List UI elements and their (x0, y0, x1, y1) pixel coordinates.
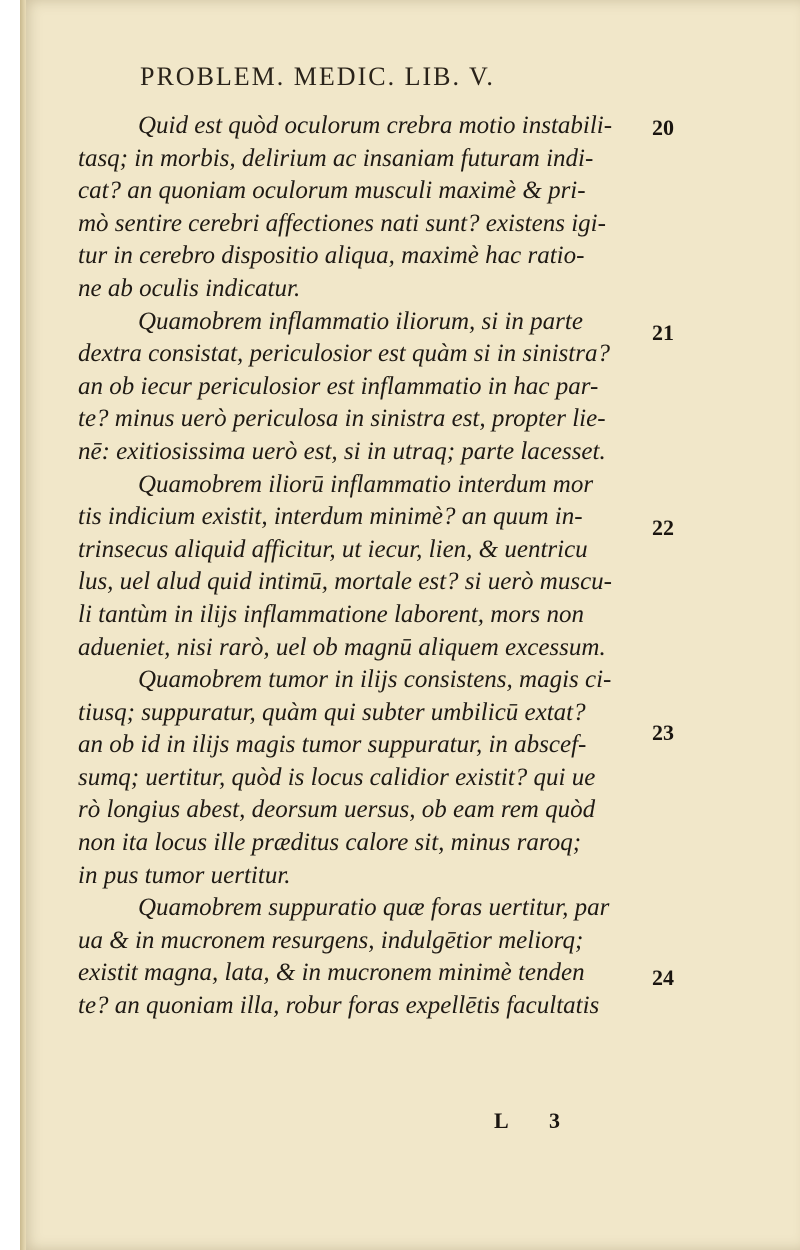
problem-number-23: 23 (652, 720, 674, 745)
text-line: Quamobrem iliorū inflammatio interdum mor (138, 470, 594, 498)
text-line: Quid est quòd oculorum crebra motio instabili- (138, 112, 613, 139)
text-line: Quamobrem tumor in ilijs consistens, magis ci- (138, 666, 612, 694)
text-line: sumq; uertitur, quòd is locus calidior existit? qui ue (78, 763, 596, 791)
text-line: Quamobrem suppuratio quæ foras uertitur, par (138, 894, 610, 922)
text-line: te? an quoniam illa, robur foras expellētis facultatis (78, 992, 600, 1020)
text-line: an ob id in ilijs magis tumor suppuratur, in abscef- (78, 731, 587, 759)
text-line: trinsecus aliquid afficitur, ut iecur, lien, & uentricu (78, 535, 588, 563)
text-line: tasq; in morbis, delirium ac insaniam futuram indi- (78, 144, 594, 172)
problem-number-21: 21 (652, 320, 674, 345)
text-line: rò longius abest, deorsum uersus, ob eam rem quòd (78, 796, 596, 824)
problem-number-24: 24 (652, 965, 674, 990)
book-page (20, 0, 800, 1250)
running-header: PROBLEM. MEDIC. LIB. V. (140, 62, 495, 91)
text-line: existit magna, lata, & in mucronem minimè tenden (78, 959, 585, 987)
text-line: tur in cerebro dispositio aliqua, maximè hac ratio- (78, 242, 585, 270)
text-line: in pus tumor uertitur. (78, 861, 291, 889)
text-line: ua & in mucronem resurgens, indulgētior meliorq; (78, 926, 584, 954)
problem-number-22: 22 (652, 515, 674, 540)
text-line: mò sentire cerebri affectiones nati sunt? existens igi- (78, 209, 606, 237)
printer-signature-mark: L 3 (494, 1108, 578, 1133)
text-line: te? minus uerò periculosa in sinistra est, propter lie- (78, 405, 606, 433)
text-line: tiusq; suppuratur, quàm qui subter umbilicū extat? (78, 698, 586, 726)
problem-number-20: 20 (652, 115, 674, 140)
text-line: adueniet, nisi rarò, uel ob magnū aliquem excessum. (78, 633, 606, 661)
text-line: dextra consistat, periculosior est quàm si in sinistra? (78, 340, 610, 368)
text-line: cat? an quoniam oculorum musculi maximè & pri- (78, 177, 586, 205)
text-line: li tantùm in ilijs inflammatione laborent, mors non (78, 600, 585, 628)
text-line: tis indicium existit, interdum minimè? an quum in- (78, 503, 583, 531)
text-line: lus, uel alud quid intimū, mortale est? si uerò muscu- (78, 568, 612, 596)
text-line: nē: exitiosissima uerò est, si in utraq; parte lacesset. (78, 437, 606, 465)
page-binding-edge (20, 0, 26, 1250)
text-line: an ob iecur periculosior est inflammatio in hac par- (78, 372, 599, 400)
body-text (78, 110, 648, 1023)
text-line: Quamobrem inflammatio iliorum, si in parte (138, 307, 583, 335)
text-line: non ita locus ille præditus calore sit, minus raroq; (78, 829, 582, 857)
text-line: ne ab oculis indicatur. (78, 274, 301, 302)
